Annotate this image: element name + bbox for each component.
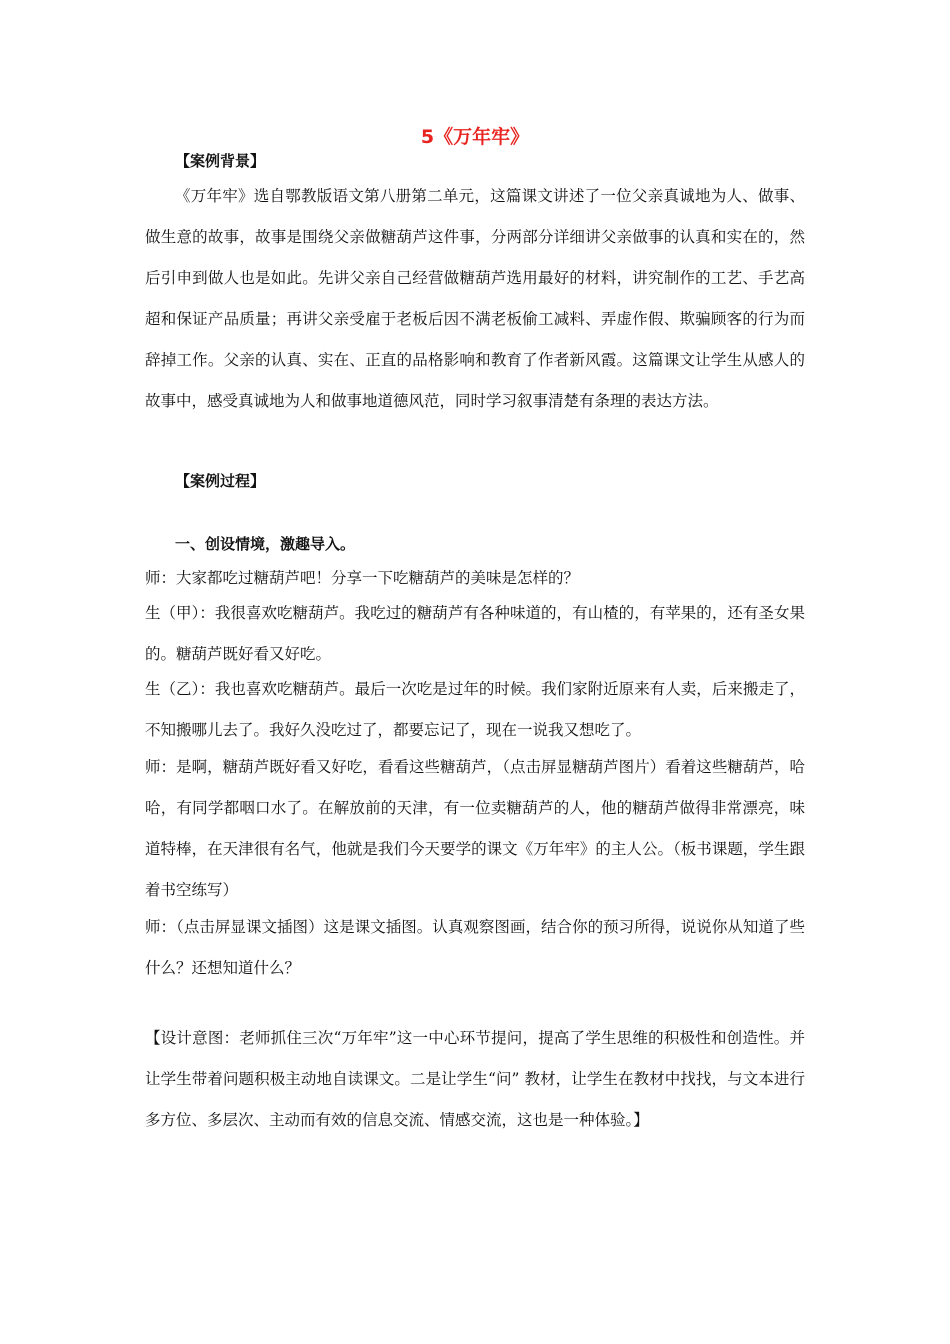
background-heading: 【案例背景】 — [175, 152, 266, 170]
design-intent-paragraph: 【设计意图：老师抓住三次“万年牢”这一中心环节提问，提高了学生思维的积极性和创造性。并让学生带着问题积极主动地自读课文。二是让学生“问” 教材，让学生在教材中找找，与文本进行多方位、多层次、主动而有效的信息交流、情感交流，这也是一种体验。】 — [145, 1029, 805, 1129]
section-heading: 一、创设情境，激趣导入。 — [175, 535, 356, 553]
student-b-line: 生（乙）：我也喜欢吃糖葫芦。最后一次吃是过年的时候。我们家附近原来有人卖，后来搬走了，不知搬哪儿去了。我好久没吃过了，都要忘记了，现在一说我又想吃了。 — [145, 680, 805, 739]
student-a-line: 生（甲）：我很喜欢吃糖葫芦。我吃过的糖葫芦有各种味道的，有山楂的，有苹果的，还有圣女果的。糖葫芦既好看又好吃。 — [145, 604, 805, 663]
teacher-line-2: 师：是啊，糖葫芦既好看又好吃，看看这些糖葫芦，（点击屏显糖葫芦图片）看着这些糖葫芦，哈哈，有同学都咽口水了。在解放前的天津，有一位卖糖葫芦的人，他的糖葫芦做得非常漂亮，味道特棒，在天津很有名气，他就是我们今天要学的课文《万年牢》的主人公。（板书课题，学生跟着书空练写） — [145, 758, 805, 899]
document-title: 5《万年牢》 — [420, 126, 530, 148]
process-heading: 【案例过程】 — [175, 472, 266, 490]
background-paragraph: 《万年牢》选自鄂教版语文第八册第二单元，这篇课文讲述了一位父亲真诚地为人、做事、做生意的故事，故事是围绕父亲做糖葫芦这件事，分两部分详细讲父亲做事的认真和实在的，然后引申到做人也是如此。先讲父亲自己经营做糖葫芦选用最好的材料，讲究制作的工艺、手艺高超和保证产品质量；再讲父亲受雇于老板后因不满老板偷工减料、弄虚作假、欺骗顾客的行为而辞掉工作。父亲的认真、实在、正直的品格影响和教育了作者新风霞。这篇课文让学生从感人的故事中，感受真诚地为人和做事地道德风范，同时学习叙事清楚有条理的表达方法。 — [145, 187, 805, 410]
teacher-line-3: 师：（点击屏显课文插图）这是课文插图。认真观察图画，结合你的预习所得，说说你从知道了些什么？还想知道什么？ — [145, 918, 805, 977]
teacher-line-1: 师：大家都吃过糖葫芦吧！分享一下吃糖葫芦的美味是怎样的？ — [145, 569, 580, 587]
